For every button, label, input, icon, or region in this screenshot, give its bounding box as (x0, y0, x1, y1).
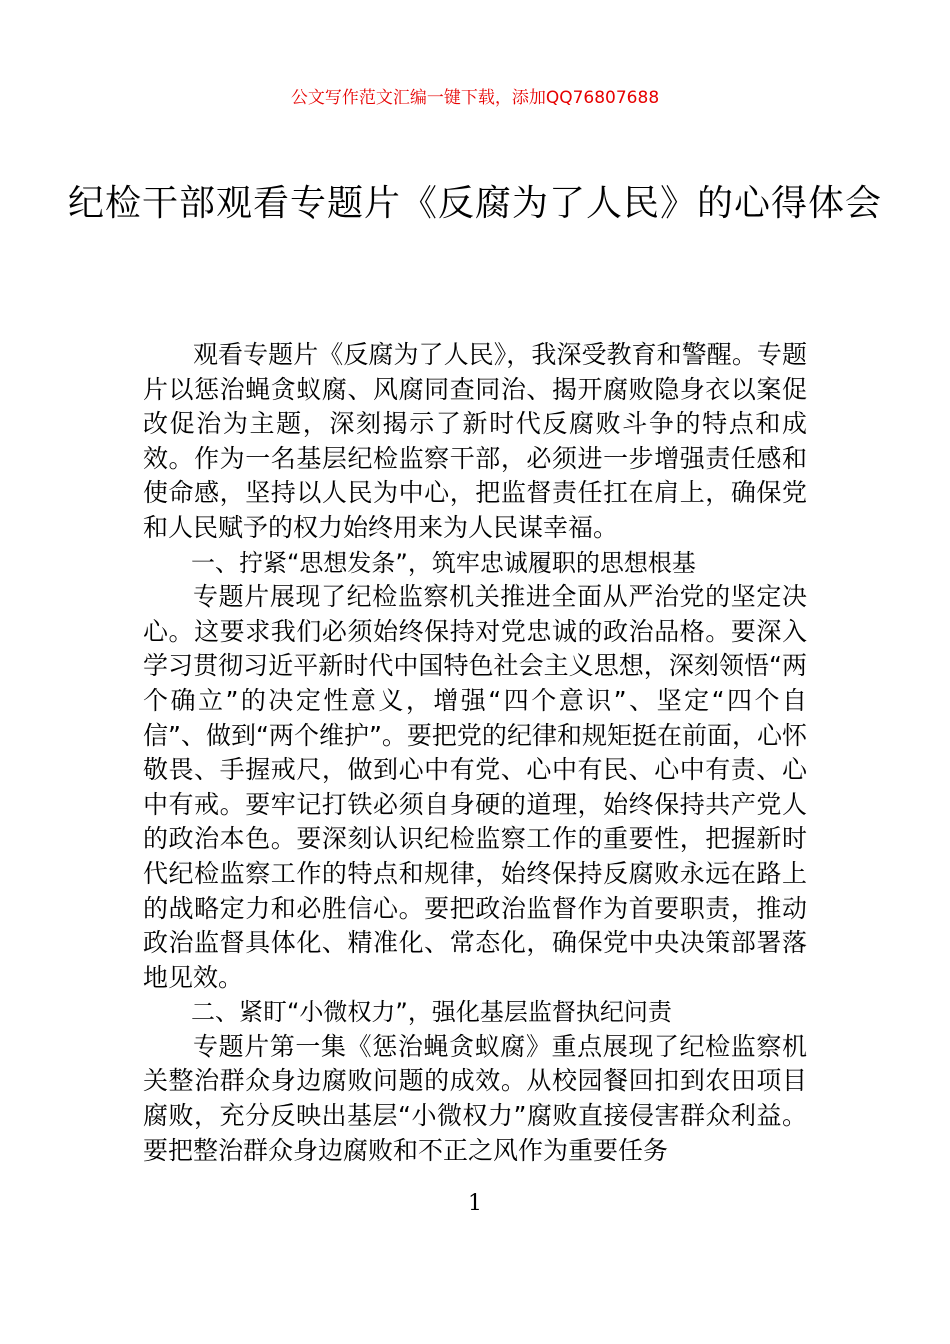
section-heading-1: 一、拧紧“思想发条”，筑牢忠诚履职的思想根基 (191, 548, 696, 577)
watermark-header: 公文写作范文汇编一键下载，添加QQ76807688 (290, 88, 660, 108)
page-number: 1 (468, 1191, 482, 1216)
document-body (143, 338, 807, 1168)
document-title: 纪检干部观看专题片《反腐为了人民》的心得体会 (67, 183, 882, 224)
paragraph-section-1: 专题片展现了纪检监察机关推进全面从严治党的坚定决心。这要求我们必须始终保持对党忠诚的政治品格。要深入学习贯彻习近平新时代中国特色社会主义思想，深刻领悟“两个确立”的决定性意义，增强“四个意识”、坚定“四个自信”、做到“两个维护”。要把党的纪律和规矩挺在前面，心怀敬畏、手握戒尺，做到心中有党、心中有民、心中有责、心中有戒。要牢记打铁必须自身硬的道理，始终保持共产党人的政治本色。要深刻认识纪检监察工作的重要性，把握新时代纪检监察工作的特点和规律，始终保持反腐败永远在路上的战略定力和必胜信心。要把政治监督作为首要职责，推动政治监督具体化、精准化、常态化，确保党中央决策部署落地见效。 (143, 582, 807, 992)
paragraph-intro: 观看专题片《反腐为了人民》，我深受教育和警醒。专题片以惩治蝇贪蚁腐、风腐同查同治、揭开腐败隐身衣以案促改促治为主题，深刻揭示了新时代反腐败斗争的特点和成效。作为一名基层纪检监察干部，必须进一步增强责任感和使命感，坚持以人民为中心，把监督责任扛在肩上，确保党和人民赋予的权力始终用来为人民谋幸福。 (143, 340, 807, 542)
section-heading-2: 二、紧盯“小微权力”，强化基层监督执纪问责 (191, 998, 672, 1027)
paragraph-section-2: 专题片第一集《惩治蝇贪蚁腐》重点展现了纪检监察机关整治群众身边腐败问题的成效。从校园餐回扣到农田项目腐败，充分反映出基层“小微权力”腐败直接侵害群众利益。要把整治群众身边腐败和不正之风作为重要任务 (143, 1031, 807, 1165)
